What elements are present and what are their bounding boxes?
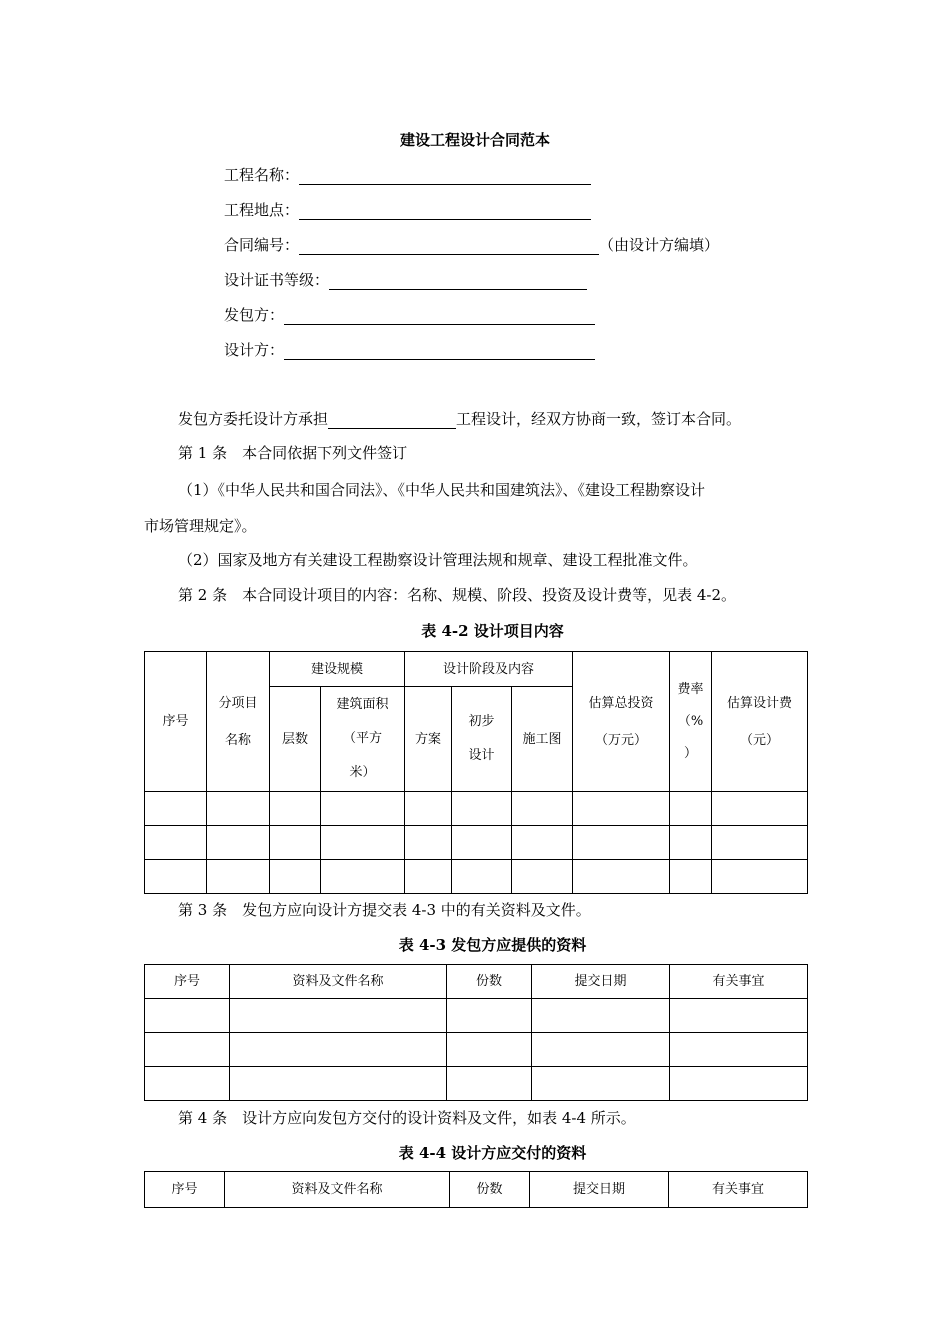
header-floors: 层数 xyxy=(270,687,321,792)
table-cell[interactable] xyxy=(712,792,808,826)
article-1-item-2: （2）国家及地方有关建设工程勘察设计管理法规和规章、建设工程批准文件。 xyxy=(178,551,698,569)
blank-line[interactable] xyxy=(284,307,595,325)
header-prelim: 初步 设计 xyxy=(452,687,512,792)
table-cell[interactable] xyxy=(532,999,670,1033)
header-fee: 估算设计费 （元） xyxy=(712,652,808,792)
article-2: 第 2 条 本合同设计项目的内容：名称、规模、阶段、投资及设计费等，见表 4-2。 xyxy=(178,586,737,604)
field-note: （由设计方编填） xyxy=(599,236,720,254)
table-cell[interactable] xyxy=(573,792,670,826)
table-cell[interactable] xyxy=(405,860,452,894)
table-cell[interactable] xyxy=(452,826,512,860)
table-row xyxy=(145,860,808,894)
header-seq: 序号 xyxy=(145,1172,225,1208)
table-cell[interactable] xyxy=(145,792,207,826)
table-row xyxy=(145,1067,808,1101)
blank-line[interactable] xyxy=(299,202,591,220)
table-row xyxy=(145,999,808,1033)
table-cell[interactable] xyxy=(145,1067,230,1101)
header-area: 建筑面积 （平方 米） xyxy=(321,687,405,792)
table-cell[interactable] xyxy=(207,792,270,826)
field-label: 发包方： xyxy=(224,306,285,324)
table-cell[interactable] xyxy=(452,860,512,894)
table-4-3 xyxy=(144,964,808,1101)
table-header-row xyxy=(145,965,808,999)
table-cell[interactable] xyxy=(230,1067,447,1101)
table-cell[interactable] xyxy=(447,999,532,1033)
blank-line[interactable] xyxy=(299,237,599,255)
table-cell[interactable] xyxy=(207,860,270,894)
document-title: 建设工程设计合同范本 xyxy=(399,131,550,149)
header-copies: 份数 xyxy=(447,965,532,999)
field-project-name xyxy=(224,164,591,185)
header-seq: 序号 xyxy=(145,652,207,792)
table-cell[interactable] xyxy=(452,792,512,826)
table-4-2-caption: 表 4-2 设计项目内容 xyxy=(421,622,564,640)
table-row xyxy=(145,826,808,860)
field-contract-number xyxy=(224,234,719,255)
field-label: 工程名称： xyxy=(224,166,300,184)
field-client xyxy=(224,304,595,325)
table-cell[interactable] xyxy=(270,860,321,894)
header-doc-name: 资料及文件名称 xyxy=(230,965,447,999)
table-4-2 xyxy=(144,651,808,894)
table-cell[interactable] xyxy=(145,860,207,894)
blank-line[interactable] xyxy=(329,272,587,290)
table-cell[interactable] xyxy=(145,826,207,860)
table-cell[interactable] xyxy=(447,1033,532,1067)
table-cell[interactable] xyxy=(670,1067,808,1101)
table-cell[interactable] xyxy=(270,826,321,860)
field-designer xyxy=(224,339,595,360)
blank-line[interactable] xyxy=(284,342,595,360)
field-label: 设计方： xyxy=(224,341,285,359)
table-cell[interactable] xyxy=(573,826,670,860)
table-cell[interactable] xyxy=(670,860,712,894)
intro-paragraph xyxy=(178,408,741,429)
field-label: 设计证书等级： xyxy=(224,271,330,289)
header-submit-date: 提交日期 xyxy=(530,1172,669,1208)
field-label: 合同编号： xyxy=(224,236,300,254)
article-1-item-1: （1）《中华人民共和国合同法》、《中华人民共和国建筑法》、《建设工程勘察设计 xyxy=(178,481,706,499)
header-scheme: 方案 xyxy=(405,687,452,792)
table-cell[interactable] xyxy=(712,826,808,860)
field-label: 工程地点： xyxy=(224,201,300,219)
table-row xyxy=(145,1033,808,1067)
field-project-location xyxy=(224,199,591,220)
header-investment: 估算总投资 （万元） xyxy=(573,652,670,792)
intro-after: 工程设计，经双方协商一致，签订本合同。 xyxy=(456,410,742,428)
header-remarks: 有关事宜 xyxy=(670,965,808,999)
table-cell[interactable] xyxy=(670,792,712,826)
table-cell[interactable] xyxy=(532,1033,670,1067)
header-scale: 建设规模 xyxy=(270,652,405,687)
header-remarks: 有关事宜 xyxy=(669,1172,808,1208)
header-submit-date: 提交日期 xyxy=(532,965,670,999)
table-cell[interactable] xyxy=(532,1067,670,1101)
table-cell[interactable] xyxy=(230,1033,447,1067)
header-stage: 设计阶段及内容 xyxy=(405,652,573,687)
table-cell[interactable] xyxy=(670,826,712,860)
table-cell[interactable] xyxy=(512,826,573,860)
table-cell[interactable] xyxy=(321,860,405,894)
blank-line[interactable] xyxy=(299,167,591,185)
intro-before: 发包方委托设计方承担 xyxy=(178,410,329,428)
table-4-4 xyxy=(144,1171,808,1208)
header-copies: 份数 xyxy=(450,1172,530,1208)
table-cell[interactable] xyxy=(512,792,573,826)
table-row xyxy=(145,792,808,826)
header-subitem: 分项目 名称 xyxy=(207,652,270,792)
table-cell[interactable] xyxy=(573,860,670,894)
field-certificate-grade xyxy=(224,269,587,290)
header-doc-name: 资料及文件名称 xyxy=(225,1172,450,1208)
table-cell[interactable] xyxy=(145,1033,230,1067)
table-cell[interactable] xyxy=(512,860,573,894)
table-cell[interactable] xyxy=(670,999,808,1033)
table-cell[interactable] xyxy=(207,826,270,860)
table-cell[interactable] xyxy=(447,1067,532,1101)
table-cell[interactable] xyxy=(230,999,447,1033)
table-header-row xyxy=(145,652,808,687)
table-header-row xyxy=(145,1172,808,1208)
table-4-3-caption: 表 4-3 发包方应提供的资料 xyxy=(398,936,587,954)
project-blank[interactable] xyxy=(328,412,456,429)
table-cell[interactable] xyxy=(321,826,405,860)
table-cell[interactable] xyxy=(270,792,321,826)
table-cell[interactable] xyxy=(712,860,808,894)
table-cell[interactable] xyxy=(145,999,230,1033)
table-cell[interactable] xyxy=(670,1033,808,1067)
header-construction: 施工图 xyxy=(512,687,573,792)
table-cell[interactable] xyxy=(405,826,452,860)
header-rate: 费率 （% ） xyxy=(670,652,712,792)
article-3: 第 3 条 发包方应向设计方提交表 4-3 中的有关资料及文件。 xyxy=(178,901,591,919)
article-4: 第 4 条 设计方应向发包方交付的设计资料及文件，如表 4-4 所示。 xyxy=(178,1109,636,1127)
header-seq: 序号 xyxy=(145,965,230,999)
table-4-4-caption: 表 4-4 设计方应交付的资料 xyxy=(398,1144,587,1162)
article-1-item-1-cont: 市场管理规定》。 xyxy=(144,517,257,535)
table-cell[interactable] xyxy=(405,792,452,826)
article-1: 第 1 条 本合同依据下列文件签订 xyxy=(178,444,408,462)
table-cell[interactable] xyxy=(321,792,405,826)
